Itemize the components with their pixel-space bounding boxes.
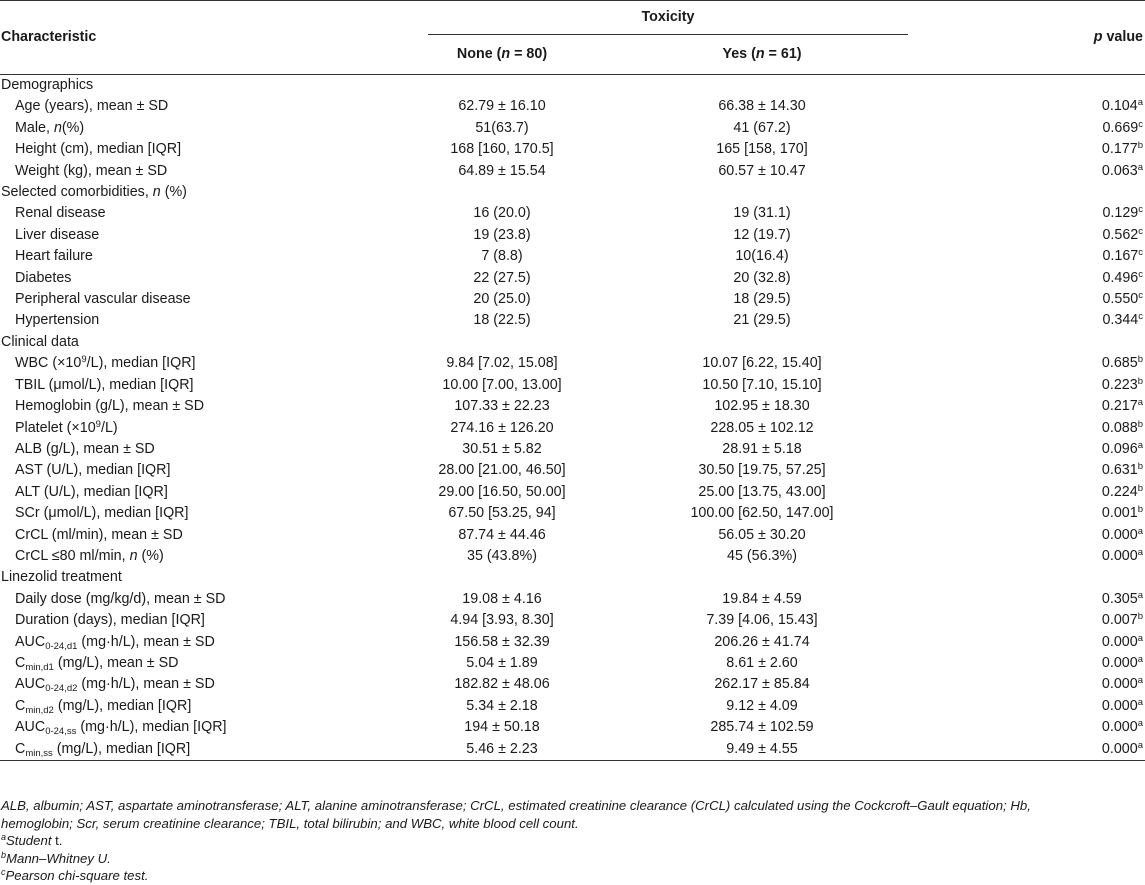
value-yes: 10(16.4) — [735, 248, 789, 265]
p-value — [908, 503, 1145, 524]
label-text: C — [15, 654, 26, 671]
value-yes: 21 (29.5) — [733, 312, 791, 329]
p-value-number: 0.096 — [1101, 440, 1138, 457]
p-value-number: 0.344 — [1102, 312, 1139, 329]
row-label — [0, 375, 388, 396]
value-none: 5.34 ± 2.18 — [466, 697, 538, 714]
value-yes: 28.91 ± 5.18 — [722, 440, 802, 457]
table-row — [0, 118, 1145, 139]
label-text: Male, — [15, 119, 54, 136]
section-title: Clinical data — [1, 333, 79, 350]
value-none: 51(63.7) — [475, 119, 529, 136]
value-none: 28.00 [21.00, 46.50] — [438, 462, 566, 479]
footnote-a — [1, 832, 1141, 850]
header-row-1 — [0, 1, 1145, 36]
value-yes: 206.26 ± 41.74 — [714, 633, 810, 650]
abbreviations-line-1: ALB, albumin; AST, aspartate aminotransferase; ALT, alanine aminotransferase; CrCL, estimated creatinine clearance (CrCL) calculated using the Cockcroft–Gault equation; Hb, — [1, 798, 1031, 813]
table-row — [0, 246, 1145, 267]
table-row — [0, 203, 1145, 224]
section-title: Demographics — [1, 77, 94, 93]
section-heading — [0, 75, 1145, 97]
table-row — [0, 632, 1145, 653]
value-none: 4.94 [3.93, 8.30] — [450, 612, 554, 629]
section-row — [0, 75, 1145, 97]
table-row — [0, 289, 1145, 310]
p-value — [908, 696, 1145, 717]
p-value — [908, 289, 1145, 310]
label-text: Daily dose (mg/kg/d), mean ± SD — [15, 590, 226, 607]
row-label — [0, 653, 388, 674]
label-text: ALT (U/L), median [IQR] — [15, 483, 168, 500]
row-label — [0, 161, 388, 182]
table-row — [0, 161, 1145, 182]
header-characteristic: Characteristic — [1, 29, 97, 45]
section-heading — [0, 182, 1145, 203]
table-row — [0, 439, 1145, 460]
value-yes: 165 [158, 170] — [716, 141, 808, 158]
row-label — [0, 268, 388, 289]
p-value-number: 0.685 — [1101, 355, 1138, 372]
section-row — [0, 567, 1145, 588]
footnote-a-t: t. — [51, 833, 63, 848]
section-row — [0, 332, 1145, 353]
row-label — [0, 246, 388, 267]
p-value — [908, 310, 1145, 331]
footnote-b — [1, 850, 1141, 868]
p-value — [908, 546, 1145, 567]
p-value-test-mark: c — [1138, 247, 1143, 259]
footnote-c-text: Pearson chi-square test. — [5, 868, 149, 883]
table-row — [0, 717, 1145, 738]
p-value-test-mark: a — [1137, 161, 1143, 173]
p-value — [908, 589, 1145, 610]
value-none: 19.08 ± 4.16 — [462, 590, 542, 607]
table-row — [0, 696, 1145, 717]
p-value-test-mark: b — [1137, 375, 1143, 387]
p-value-test-mark: c — [1138, 311, 1143, 323]
p-value-test-mark: c — [1138, 268, 1143, 280]
p-value-test-mark: a — [1137, 589, 1143, 601]
value-none: 22 (27.5) — [473, 269, 531, 286]
p-value-number: 0.001 — [1101, 505, 1138, 522]
p-value-number: 0.177 — [1101, 141, 1138, 158]
value-none: 30.51 ± 5.82 — [462, 440, 542, 457]
section-row — [0, 182, 1145, 203]
p-value-test-mark: b — [1137, 611, 1143, 623]
label-text: Duration (days), median [IQR] — [15, 612, 205, 629]
p-value-number: 0.550 — [1102, 291, 1139, 308]
row-label — [0, 610, 388, 631]
value-none: 274.16 ± 126.20 — [450, 419, 554, 436]
header-yes — [616, 35, 908, 75]
p-value-number: 0.631 — [1101, 462, 1138, 479]
yes-b: = 61) — [764, 46, 802, 62]
p-value — [908, 717, 1145, 738]
label-text: Renal disease — [15, 205, 106, 222]
p-value — [908, 653, 1145, 674]
p-value-test-mark: a — [1137, 718, 1143, 730]
p-value — [908, 739, 1145, 761]
label-text-end: (mg·h/L), mean ± SD — [77, 633, 215, 650]
label-subscript: 0-24,d2 — [45, 683, 78, 695]
p-value — [908, 482, 1145, 503]
section-heading — [0, 332, 1145, 353]
row-label — [0, 460, 388, 481]
p-value-test-mark: a — [1137, 675, 1143, 687]
label-superscript: 9 — [81, 354, 87, 366]
p-value-test-mark: c — [1138, 118, 1143, 130]
p-value-number: 0.669 — [1102, 119, 1139, 136]
row-label — [0, 396, 388, 417]
table-row — [0, 225, 1145, 246]
label-superscript: 9 — [95, 418, 101, 430]
row-label — [0, 482, 388, 503]
table-row — [0, 546, 1145, 567]
p-value-number: 0.496 — [1102, 269, 1139, 286]
row-label — [0, 696, 388, 717]
label-text-end: (%) — [137, 547, 164, 564]
table-row — [0, 96, 1145, 117]
label-text: AUC — [15, 676, 46, 693]
row-label — [0, 525, 388, 546]
p-value-test-mark: a — [1137, 696, 1143, 708]
footnote-a-mark: a — [1, 832, 7, 842]
p-value — [908, 525, 1145, 546]
label-text: Weight (kg), mean ± SD — [15, 162, 168, 179]
row-label — [0, 118, 388, 139]
label-text: AUC — [15, 719, 46, 736]
label-text: TBIL (μmol/L), median [IQR] — [15, 376, 194, 393]
table-row — [0, 589, 1145, 610]
value-yes: 102.95 ± 18.30 — [714, 398, 810, 415]
table-body — [0, 75, 1145, 761]
header-toxicity — [388, 1, 908, 36]
row-label — [0, 289, 388, 310]
footnote-b-text: Mann–Whitney U. — [6, 850, 111, 866]
p-value-number: 0.000 — [1101, 697, 1138, 714]
p-value-number: 0.000 — [1101, 547, 1138, 564]
value-none: 107.33 ± 22.23 — [454, 398, 550, 415]
label-text-end: (mg·h/L), mean ± SD — [77, 676, 215, 693]
section-title-end: (%) — [160, 184, 187, 201]
label-subscript: min,d1 — [25, 661, 54, 673]
p-value-number: 0.007 — [1101, 612, 1138, 629]
value-yes: 7.39 [4.06, 15.43] — [706, 612, 818, 629]
label-text: CrCL ≤80 ml/min, — [15, 547, 130, 564]
label-text: Diabetes — [15, 269, 72, 286]
section-title-italic: n — [152, 184, 161, 201]
none-n: n — [501, 46, 511, 62]
label-text-end: (mg·h/L), median [IQR] — [76, 719, 227, 736]
row-label — [0, 503, 388, 524]
label-text: Height (cm), median [IQR] — [15, 141, 182, 158]
abbreviations-line-2: hemoglobin; Scr, serum creatinine clearance; TBIL, total bilirubin; and WBC, white blood cell count. — [1, 815, 579, 831]
row-label — [0, 310, 388, 331]
p-value-number: 0.000 — [1101, 654, 1138, 671]
row-label — [0, 418, 388, 439]
label-text: CrCL (ml/min), mean ± SD — [15, 526, 183, 543]
value-none: 10.00 [7.00, 13.00] — [442, 376, 562, 393]
row-label — [0, 225, 388, 246]
label-text: Hypertension — [15, 312, 100, 329]
value-none: 16 (20.0) — [473, 205, 531, 222]
table-row — [0, 375, 1145, 396]
row-label — [0, 674, 388, 695]
label-text-end: (mg/L), median [IQR] — [53, 697, 192, 714]
row-label — [0, 96, 388, 117]
label-text: AUC — [15, 633, 46, 650]
row-label — [0, 717, 388, 738]
value-yes: 228.05 ± 102.12 — [710, 419, 814, 436]
value-yes: 56.05 ± 30.20 — [718, 526, 806, 543]
p-value-number: 0.217 — [1101, 398, 1138, 415]
value-yes: 8.61 ± 2.60 — [726, 654, 798, 671]
p-value-test-mark: b — [1137, 482, 1143, 494]
row-label — [0, 546, 388, 567]
value-yes: 10.07 [6.22, 15.40] — [702, 355, 822, 372]
p-value-number: 0.223 — [1101, 376, 1138, 393]
p-value — [908, 139, 1145, 160]
table-row — [0, 418, 1145, 439]
p-value-test-mark: c — [1138, 204, 1143, 216]
p-value-number: 0.000 — [1101, 526, 1138, 543]
label-italic: n — [53, 119, 62, 136]
row-label — [0, 589, 388, 610]
none-a: None ( — [456, 46, 502, 62]
p-value-number: 0.104 — [1101, 98, 1138, 115]
table-row — [0, 310, 1145, 331]
table-row — [0, 674, 1145, 695]
label-text: SCr (μmol/L), median [IQR] — [15, 505, 189, 522]
p-value-test-mark: a — [1137, 632, 1143, 644]
value-none: 67.50 [53.25, 94] — [448, 505, 556, 522]
table-row — [0, 460, 1145, 481]
p-value-test-mark: a — [1137, 546, 1143, 558]
p-value-test-mark: c — [1138, 225, 1143, 237]
p-value-number: 0.167 — [1102, 248, 1139, 265]
p-suffix: value — [1102, 29, 1143, 45]
row-label — [0, 353, 388, 374]
value-none: 87.74 ± 44.46 — [458, 526, 546, 543]
p-value-number: 0.129 — [1102, 205, 1139, 222]
p-value — [908, 246, 1145, 267]
value-yes: 25.00 [13.75, 43.00] — [698, 483, 826, 500]
p-italic: p — [1093, 29, 1103, 45]
value-none: 18 (22.5) — [473, 312, 531, 329]
table-row — [0, 503, 1145, 524]
yes-a: Yes ( — [722, 46, 756, 62]
table-row — [0, 525, 1145, 546]
value-none: 194 ± 50.18 — [464, 719, 540, 736]
label-text: Age (years), mean ± SD — [15, 98, 169, 115]
p-value-test-mark: a — [1137, 525, 1143, 537]
table-row — [0, 739, 1145, 761]
p-value — [908, 396, 1145, 417]
value-none: 19 (23.8) — [473, 226, 531, 243]
p-value — [908, 118, 1145, 139]
label-text-end: (mg/L), mean ± SD — [53, 654, 179, 671]
p-value — [908, 96, 1145, 117]
p-value — [908, 439, 1145, 460]
p-value-test-mark: b — [1137, 461, 1143, 473]
header-none — [388, 35, 616, 75]
value-none: 9.84 [7.02, 15.08] — [446, 355, 558, 372]
p-value-number: 0.000 — [1101, 676, 1138, 693]
value-none: 5.46 ± 2.23 — [466, 740, 538, 757]
table-row — [0, 139, 1145, 160]
p-value-test-mark: b — [1137, 354, 1143, 366]
value-yes: 12 (19.7) — [733, 226, 791, 243]
p-value — [908, 225, 1145, 246]
p-value-number: 0.305 — [1101, 590, 1138, 607]
p-value-number: 0.562 — [1102, 226, 1139, 243]
label-text: C — [15, 740, 26, 757]
value-yes: 19.84 ± 4.59 — [722, 590, 802, 607]
p-value — [908, 610, 1145, 631]
p-value-test-mark: a — [1137, 397, 1143, 409]
row-label — [0, 139, 388, 160]
label-text: Liver disease — [15, 226, 100, 243]
p-value-test-mark: c — [1138, 290, 1143, 302]
p-value-number: 0.224 — [1101, 483, 1138, 500]
p-value-number: 0.000 — [1101, 719, 1138, 736]
row-label — [0, 632, 388, 653]
label-text-end: /L) — [100, 419, 118, 436]
p-value — [908, 460, 1145, 481]
table-footnotes — [1, 797, 1141, 885]
value-yes: 41 (67.2) — [733, 119, 791, 136]
label-text-end: /L), median [IQR] — [86, 355, 196, 372]
value-none: 29.00 [16.50, 50.00] — [438, 483, 566, 500]
value-yes: 18 (29.5) — [733, 291, 791, 308]
table-row — [0, 396, 1145, 417]
p-value — [908, 375, 1145, 396]
value-none: 156.58 ± 32.39 — [454, 633, 550, 650]
value-yes: 10.50 [7.10, 15.10] — [702, 376, 822, 393]
table-row — [0, 268, 1145, 289]
value-yes: 262.17 ± 85.84 — [714, 676, 810, 693]
p-value-test-mark: b — [1137, 504, 1143, 516]
p-value — [908, 353, 1145, 374]
value-yes: 285.74 ± 102.59 — [710, 719, 814, 736]
value-none: 35 (43.8%) — [467, 547, 537, 564]
p-value-number: 0.000 — [1101, 740, 1138, 757]
header-p-value — [908, 1, 1145, 75]
table-row — [0, 610, 1145, 631]
footnote-b-mark: b — [1, 849, 7, 860]
value-none: 7 (8.8) — [481, 248, 523, 265]
table-row — [0, 482, 1145, 503]
value-none: 20 (25.0) — [473, 291, 531, 308]
p-value-test-mark: b — [1137, 140, 1143, 152]
value-none: 5.04 ± 1.89 — [466, 654, 538, 671]
section-heading — [0, 567, 1145, 588]
label-text: C — [15, 697, 26, 714]
label-text-end: (%) — [61, 119, 85, 136]
p-value-test-mark: a — [1137, 653, 1143, 665]
table-row — [0, 653, 1145, 674]
value-yes: 20 (32.8) — [733, 269, 791, 286]
p-value — [908, 161, 1145, 182]
toxicity-span: Toxicity — [428, 1, 908, 35]
footnote-a-text: Student — [6, 833, 52, 848]
label-text: WBC (×10 — [15, 355, 82, 372]
value-yes: 30.50 [19.75, 57.25] — [698, 462, 826, 479]
p-value-test-mark: a — [1137, 97, 1143, 109]
p-value-test-mark: b — [1137, 418, 1143, 430]
p-value — [908, 674, 1145, 695]
footnote-c-mark: c — [1, 867, 6, 877]
value-none: 182.82 ± 48.06 — [454, 676, 550, 693]
label-text-end: (mg/L), median [IQR] — [52, 740, 191, 757]
p-value — [908, 632, 1145, 653]
p-value — [908, 268, 1145, 289]
row-label — [0, 439, 388, 460]
value-none: 64.89 ± 15.54 — [458, 162, 546, 179]
section-title: Selected comorbidities, — [1, 184, 153, 201]
label-italic: n — [129, 547, 138, 564]
value-yes: 60.57 ± 10.47 — [718, 162, 806, 179]
value-none: 168 [160, 170.5] — [450, 141, 554, 158]
p-value-number: 0.063 — [1101, 162, 1138, 179]
value-none: 62.79 ± 16.10 — [458, 98, 546, 115]
value-yes: 9.49 ± 4.55 — [726, 740, 798, 757]
label-text: Platelet (×10 — [15, 419, 96, 436]
row-label — [0, 203, 388, 224]
yes-n: n — [755, 46, 765, 62]
label-text: AST (U/L), median [IQR] — [15, 462, 171, 479]
label-subscript: min,d2 — [25, 704, 54, 716]
label-text: Heart failure — [15, 248, 93, 265]
label-text: ALB (g/L), mean ± SD — [15, 440, 155, 457]
value-yes: 19 (31.1) — [733, 205, 791, 222]
footnote-c — [1, 867, 1141, 885]
p-value — [908, 203, 1145, 224]
label-subscript: 0-24,ss — [45, 726, 77, 738]
p-value-test-mark: a — [1137, 739, 1143, 751]
label-subscript: min,ss — [25, 747, 53, 759]
value-yes: 100.00 [62.50, 147.00] — [690, 505, 834, 522]
p-value-number: 0.000 — [1101, 633, 1138, 650]
label-subscript: 0-24,d1 — [45, 640, 78, 652]
label-text: Hemoglobin (g/L), mean ± SD — [15, 398, 205, 415]
table-row — [0, 353, 1145, 374]
p-value-test-mark: a — [1137, 439, 1143, 451]
section-title: Linezolid treatment — [1, 569, 122, 586]
p-value-number: 0.088 — [1101, 419, 1138, 436]
value-yes: 9.12 ± 4.09 — [726, 697, 798, 714]
value-yes: 66.38 ± 14.30 — [718, 98, 806, 115]
p-value — [908, 418, 1145, 439]
value-yes: 45 (56.3%) — [727, 547, 797, 564]
row-label — [0, 739, 388, 761]
label-text: Peripheral vascular disease — [15, 291, 191, 308]
none-b: = 80) — [510, 46, 548, 62]
